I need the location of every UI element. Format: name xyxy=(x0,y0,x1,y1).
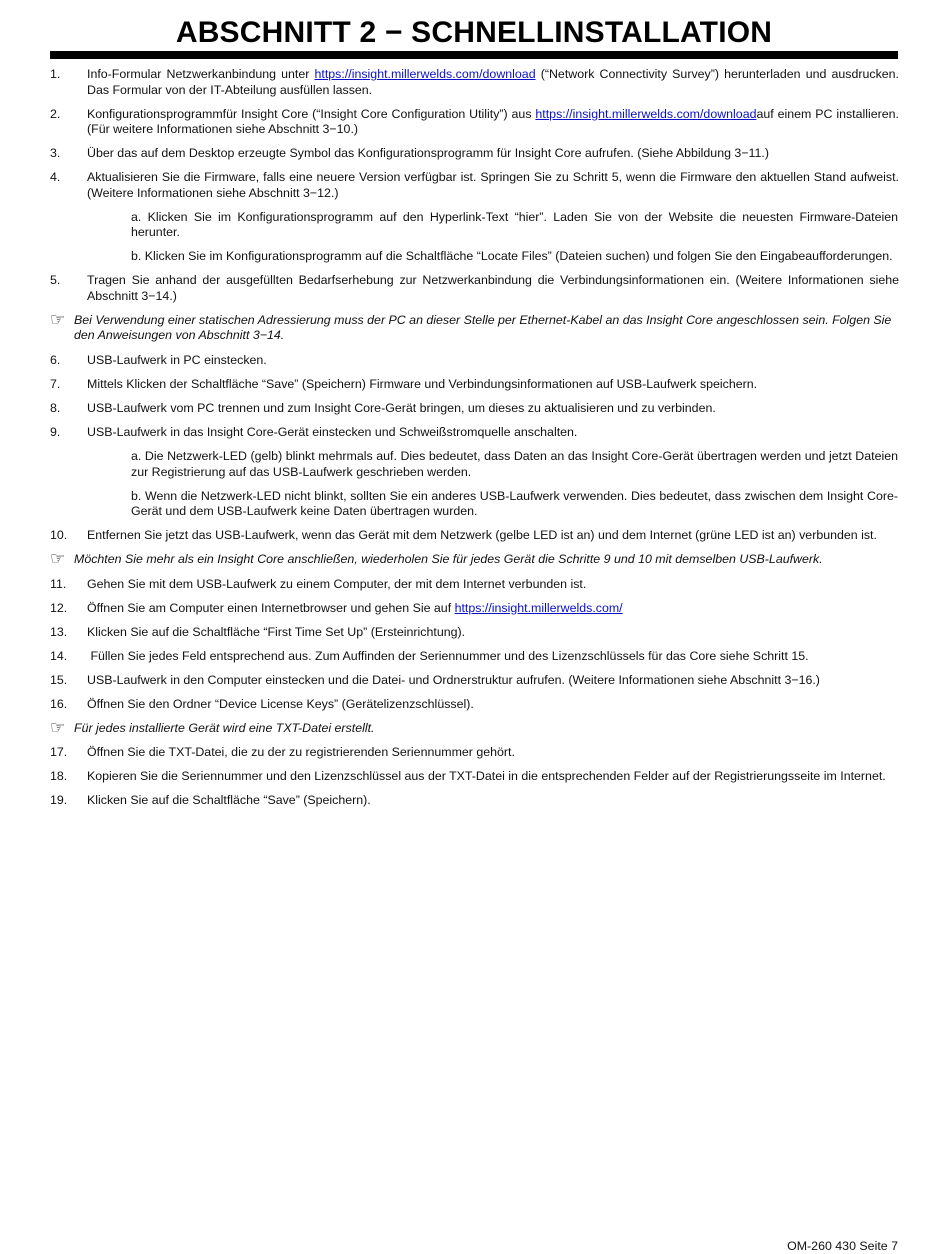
step-9a: a. Die Netzwerk-LED (gelb) blinkt mehrmals auf. Dies bedeutet, dass Daten an das Insight Core-Gerät übertragen werden und jetzt Dateien zur Registrierung auf das USB-Laufwerk geschrieben werden. xyxy=(131,448,898,479)
step-number: 16. xyxy=(50,696,68,711)
step-number: 10. xyxy=(50,528,68,543)
step-10 xyxy=(50,528,899,544)
step-number: 11. xyxy=(50,576,67,591)
page-footer: OM-260 430 Seite 7 xyxy=(787,1239,898,1253)
step-number: 14. xyxy=(50,648,68,663)
step-12 xyxy=(50,601,899,617)
note-text: Bei Verwendung einer statischen Adressierung muss der PC an dieser Stelle per Ethernet-Kabel an das Insight Core angeschlossen sein. Folgen Sie den Anweisungen von Abschnitt 3−14. xyxy=(74,312,892,343)
step-text: Info-Formular Netzwerkanbindung unter xyxy=(87,67,315,81)
title-rule xyxy=(50,51,898,59)
page-title: ABSCHNITT 2 − SCHNELLINSTALLATION xyxy=(175,16,773,49)
step-7 xyxy=(50,377,899,393)
step-3 xyxy=(50,146,899,162)
step-14 xyxy=(50,649,899,665)
step-text: Klicken Sie auf die Schaltfläche “First Time Set Up” (Ersteinrichtung). xyxy=(87,624,466,639)
step-text: USB-Laufwerk in PC einstecken. xyxy=(87,353,267,368)
pointing-hand-icon: ☞ xyxy=(50,309,66,330)
step-4 xyxy=(50,170,899,201)
step-18 xyxy=(50,769,899,785)
step-text: auf einem PC installieren. (Für weitere Informationen siehe Abschnitt 3−10.) xyxy=(87,106,899,137)
step-11 xyxy=(50,577,899,593)
note-text: Für jedes installierte Gerät wird eine TXT-Datei erstellt. xyxy=(74,720,375,735)
step-number: 4. xyxy=(50,170,61,185)
step-number: 7. xyxy=(50,377,61,392)
step-text: (“Network Connectivity Survey”) herunterladen und ausdrucken. Das Formular von der IT-Abteilung ausfüllen lassen. xyxy=(87,67,900,97)
step-number: 13. xyxy=(50,624,68,639)
step-9 xyxy=(50,425,899,441)
step-number: 1. xyxy=(50,67,61,81)
step-4b: b. Klicken Sie im Konfigurationsprogramm auf die Schaltfläche “Locate Files” (Dateien suchen) und folgen Sie den Eingabeaufforderungen. xyxy=(131,249,893,264)
step-6 xyxy=(50,353,899,369)
step-text: Konfigurationsprogrammfür Insight Core (“Insight Core Configuration Utility”) aus xyxy=(87,106,536,121)
step-4a: a. Klicken Sie im Konfigurationsprogramm auf den Hyperlink-Text “hier”. Laden Sie von der Website die neuesten Firmware-Dateien herunter. xyxy=(131,209,898,240)
step-text: Aktualisieren Sie die Firmware, falls eine neuere Version verfügbar ist. Springen Sie zu Schritt 5, wenn die Firmware den aktuellen Stand aufweist. (Weitere Informationen siehe Abschnitt 3−12.) xyxy=(87,170,899,200)
step-number: 8. xyxy=(50,401,61,416)
step-number: 17. xyxy=(50,745,68,760)
step-8 xyxy=(50,401,899,417)
step-number: 3. xyxy=(50,146,61,161)
step-text: Kopieren Sie die Seriennummer und den Lizenzschlüssel aus der TXT-Datei in die entsprechenden Felder auf der Registrierungsseite im Internet. xyxy=(87,769,886,784)
note-multiple-devices xyxy=(50,549,899,570)
step-text: Füllen Sie jedes Feld entsprechend aus. Zum Auffinden der Seriennummer und des Lizenzschlüssels für das Core siehe Schritt 15. xyxy=(87,648,809,663)
step-9b: b. Wenn die Netzwerk-LED nicht blinkt, sollten Sie ein anderes USB-Laufwerk verwenden. Dies bedeutet, dass zwischen dem Insight Core-Gerät und dem USB-Laufwerk keine Daten übertragen wurden. xyxy=(131,488,898,519)
step-text: Entfernen Sie jetzt das USB-Laufwerk, wenn das Gerät mit dem Netzwerk (gelbe LED ist an) und dem Internet (grüne LED ist an) verbunden ist. xyxy=(87,528,877,543)
step-text: Mittels Klicken der Schaltfläche “Save” (Speichern) Firmware und Verbindungsinformationen auf USB-Laufwerk speichern. xyxy=(87,377,758,392)
step-13 xyxy=(50,625,899,641)
step-2 xyxy=(50,107,899,138)
download-link[interactable]: https://insight.millerwelds.com/download xyxy=(535,106,757,121)
step-text: Öffnen Sie am Computer einen Internetbrowser und gehen Sie auf xyxy=(87,600,455,615)
step-number: 15. xyxy=(50,672,68,687)
pointing-hand-icon: ☞ xyxy=(50,549,66,570)
step-19 xyxy=(50,793,899,809)
step-text: USB-Laufwerk in den Computer einstecken und die Datei- und Ordnerstruktur aufrufen. (Weitere Informationen siehe Abschnitt 3−16.) xyxy=(87,672,820,687)
instructions xyxy=(50,67,899,817)
step-text: Über das auf dem Desktop erzeugte Symbol das Konfigurationsprogramm für Insight Core aufrufen. (Siehe Abbildung 3−11.) xyxy=(87,146,769,161)
note-static-addressing xyxy=(50,309,899,344)
step-17 xyxy=(50,745,899,761)
step-number: 19. xyxy=(50,793,68,808)
step-number: 12. xyxy=(50,600,68,615)
note-text: Möchten Sie mehr als ein Insight Core anschließen, wiederholen Sie für jedes Gerät die Schritte 9 und 10 mit demselben USB-Laufwerk. xyxy=(74,552,823,567)
step-text: Öffnen Sie die TXT-Datei, die zu der zu registrierenden Seriennummer gehört. xyxy=(87,745,515,760)
step-number: 2. xyxy=(50,106,61,121)
step-text: Gehen Sie mit dem USB-Laufwerk zu einem Computer, der mit dem Internet verbunden ist. xyxy=(87,576,587,591)
step-text: USB-Laufwerk in das Insight Core-Gerät einstecken und Schweißstromquelle anschalten. xyxy=(87,425,578,439)
step-16 xyxy=(50,697,899,713)
step-number: 5. xyxy=(50,273,61,288)
step-5 xyxy=(50,273,899,304)
step-number: 6. xyxy=(50,353,61,368)
step-number: 18. xyxy=(50,769,68,784)
step-text: Tragen Sie anhand der ausgefüllten Bedarfserhebung zur Netzwerkanbindung die Verbindungsinformationen ein. (Weitere Informationen siehe Abschnitt 3−14.) xyxy=(87,273,899,303)
step-text: Öffnen Sie den Ordner “Device License Keys” (Gerätelizenzschlüssel). xyxy=(87,696,474,711)
step-number: 9. xyxy=(50,425,61,439)
step-text: Klicken Sie auf die Schaltfläche “Save” (Speichern). xyxy=(87,793,371,808)
download-link[interactable]: https://insight.millerwelds.com/download xyxy=(314,67,536,81)
note-txt-file xyxy=(50,717,899,738)
step-text: USB-Laufwerk vom PC trennen und zum Insight Core-Gerät bringen, um dieses zu aktualisieren und zu verbinden. xyxy=(87,401,716,416)
insight-link[interactable]: https://insight.millerwelds.com/ xyxy=(454,600,623,615)
step-15 xyxy=(50,673,899,689)
pointing-hand-icon: ☞ xyxy=(50,717,66,738)
step-1 xyxy=(50,67,899,98)
